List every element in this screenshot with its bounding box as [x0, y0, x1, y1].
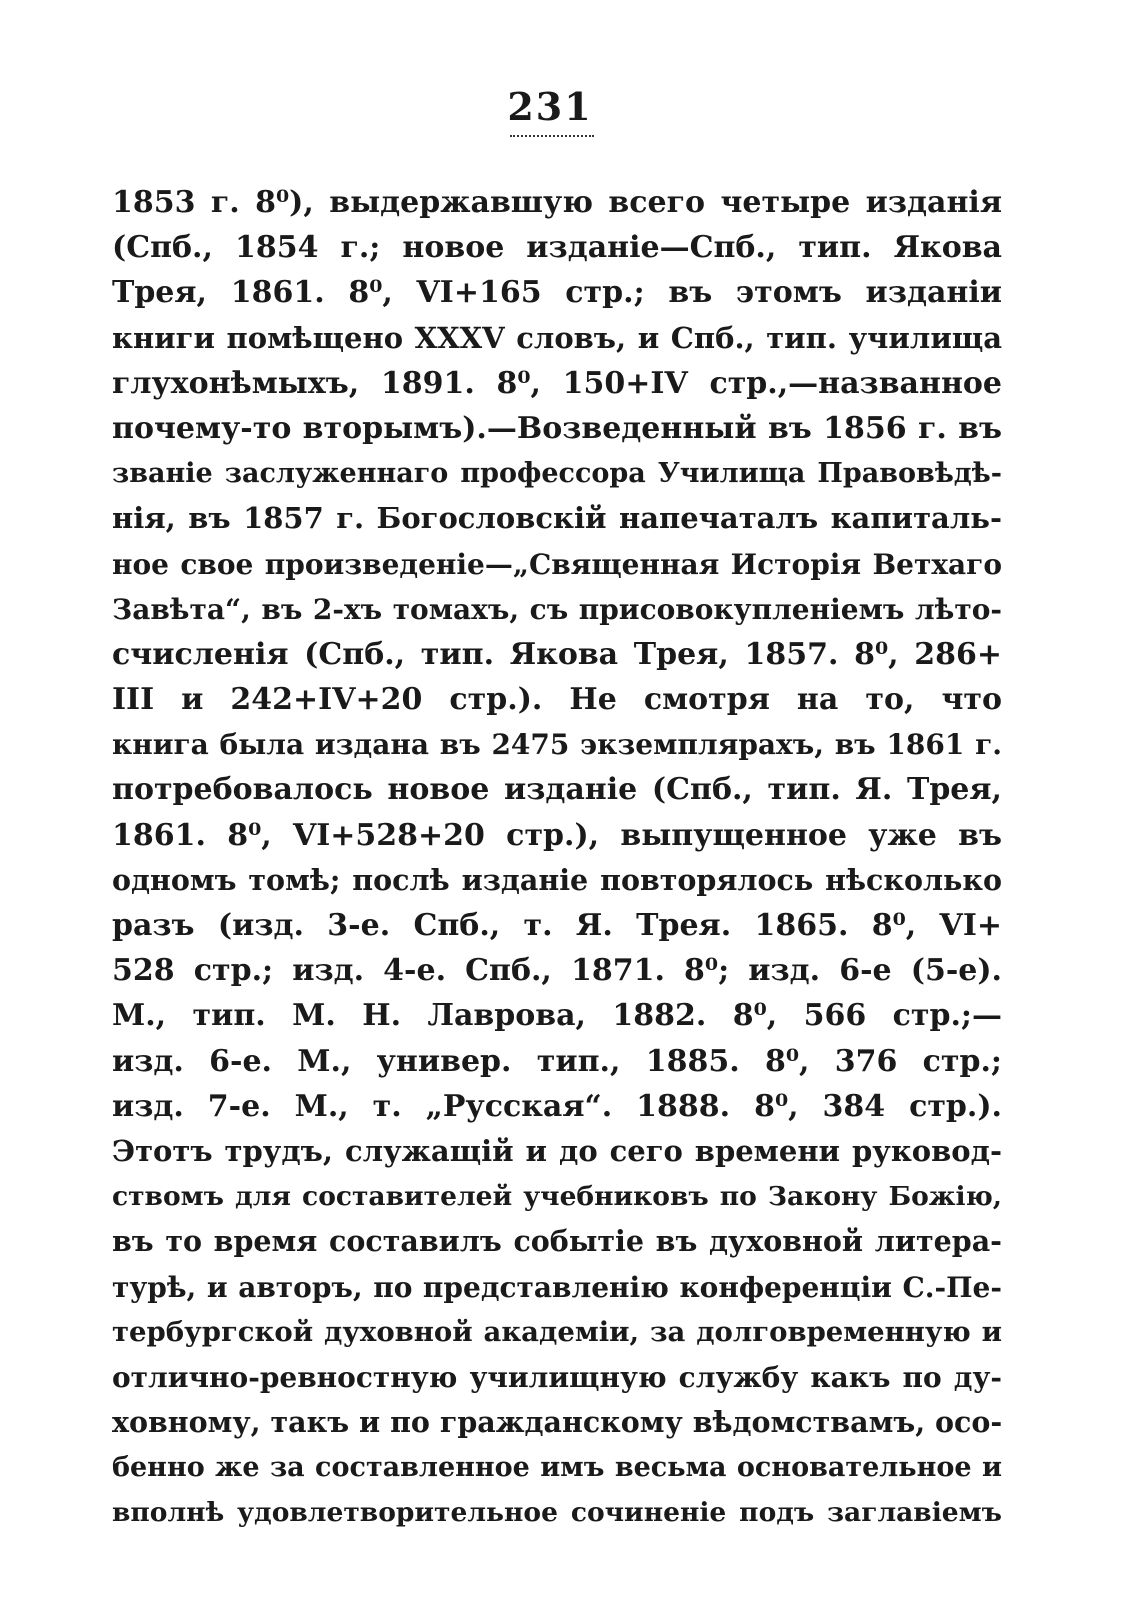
text-line: глухонѣмыхъ, 1891. 8⁰, 150+IV стр.,—названное	[112, 365, 1002, 401]
text-line: потребовалось новое изданіе (Спб., тип. Я. Трея,	[112, 772, 1002, 808]
text-line: тербургской духовной академіи, за долговременную и	[112, 1315, 1002, 1348]
text-line: разъ (изд. 3-е. Спб., т. Я. Трея. 1865. 8⁰, VI+	[112, 908, 1002, 943]
page-number: 231	[507, 84, 593, 129]
body-text	[112, 180, 1002, 1536]
text-line: книги помѣщено XXXV словъ, и Спб., тип. училища	[112, 320, 1002, 355]
page-number-rule	[510, 135, 594, 137]
text-line: отлично-ревностную училищную службу какъ по ду-	[112, 1360, 1002, 1394]
text-line: Трея, 1861. 8⁰, VI+165 стр.; въ этомъ изданіи	[112, 275, 1002, 311]
text-line: бенно же за составленное имъ весьма основательное и	[112, 1452, 1002, 1484]
text-line: (Спб., 1854 г.; новое изданіе—Спб., тип. Якова	[112, 230, 1002, 266]
text-line: 1861. 8⁰, VI+528+20 стр.), выпущенное уже въ	[112, 817, 1002, 853]
text-line: 1853 г. 8⁰), выдержавшую всего четыре изданія	[112, 185, 1002, 220]
text-line: счисленія (Спб., тип. Якова Трея, 1857. 8⁰, 286+	[112, 636, 1002, 672]
text-line: въ то время составилъ событіе въ духовной литера-	[112, 1224, 1002, 1259]
text-line: ховному, такъ и по гражданскому вѣдомствамъ, осо-	[112, 1405, 1002, 1440]
text-line: одномъ томѣ; послѣ изданіе повторялось нѣсколько	[112, 862, 1002, 897]
text-line: изд. 7-е. М., т. „Русская“. 1888. 8⁰, 384 стр.).	[112, 1088, 1002, 1124]
text-line: III и 242+IV+20 стр.). Не смотря на то, что	[112, 682, 1002, 718]
text-line: 528 стр.; изд. 4-е. Спб., 1871. 8⁰; изд. 6-е (5-е).	[112, 953, 1002, 989]
text-line: турѣ, и авторъ, по представленію конференціи С.-Пе-	[112, 1270, 1002, 1304]
text-line: вполнѣ удовлетворительное сочиненіе подъ заглавіемъ	[112, 1497, 1002, 1529]
text-line: нія, въ 1857 г. Богословскій напечаталъ капиталь-	[112, 501, 1002, 536]
text-line: ное свое произведеніе—„Священная Исторія Ветхаго	[112, 547, 1002, 581]
text-line: Этотъ трудъ, служащій и до сего времени руковод-	[112, 1133, 1002, 1168]
text-line: ствомъ для составителей учебниковъ по Закону Божію,	[112, 1181, 1002, 1213]
text-line: изд. 6-е. М., универ. тип., 1885. 8⁰, 376 стр.;	[112, 1043, 1002, 1079]
text-line: званіе заслуженнаго профессора Училища Правовѣдѣ-	[112, 458, 1002, 490]
text-line: Завѣта“, въ 2-хъ томахъ, съ присовокупленіемъ лѣто-	[112, 592, 1002, 626]
text-line: почему-то вторымъ).—Возведенный въ 1856 г. въ	[112, 410, 1002, 446]
text-line: М., тип. М. Н. Лаврова, 1882. 8⁰, 566 стр.;—	[112, 998, 1002, 1034]
text-line: книга была издана въ 2475 экземплярахъ, въ 1861 г.	[112, 728, 1002, 762]
